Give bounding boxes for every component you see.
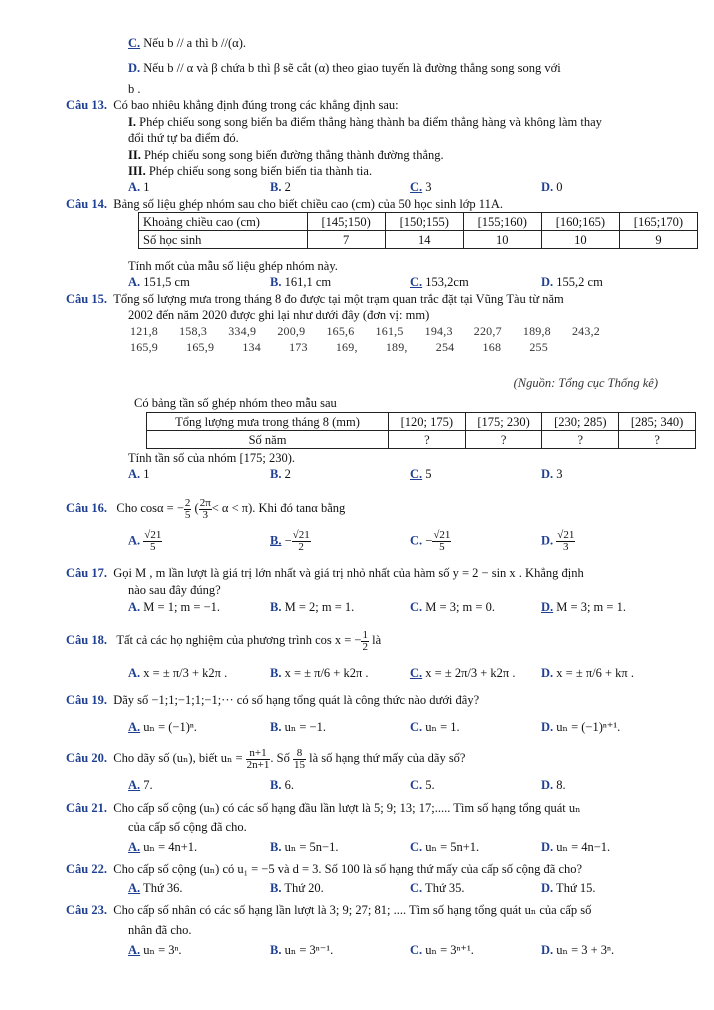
- question-stem-cont: nào sau đây đúng?: [128, 583, 221, 597]
- option-d: D. 8.: [541, 778, 566, 792]
- table-cell: [165;170): [619, 213, 697, 231]
- data-value: 334,9: [228, 324, 257, 338]
- data-row-2: [130, 340, 548, 355]
- option-d: D. $\frac{√21}{3}$: [541, 529, 575, 553]
- question-17: [66, 566, 584, 581]
- fraction: $\frac{2}{5}$: [184, 496, 191, 521]
- table-row: [139, 213, 698, 231]
- option-b: B. x = ± π/6 + k2π .: [270, 666, 369, 680]
- question-stem-cont: của cấp số cộng đã cho.: [128, 820, 247, 834]
- option-a: A. uₙ = 3ⁿ.: [128, 943, 182, 957]
- data-value: 189,8: [522, 324, 551, 338]
- question-stem: Cho dãy số (uₙ), biết uₙ =: [113, 751, 243, 765]
- option-c: C. Thứ 35.: [410, 881, 465, 895]
- table-cell: [150;155): [385, 213, 463, 231]
- table-cell: 9: [619, 231, 697, 249]
- question-stem: Tất cả các họ nghiệm của phương trình cos x = −: [116, 633, 362, 647]
- option-a: A. 1: [128, 180, 150, 194]
- option-b: B. uₙ = 5n−1.: [270, 840, 339, 854]
- table-cell: [145;150): [307, 213, 385, 231]
- option-c: C. 5.: [410, 778, 435, 792]
- question-ask: Tính mốt của mẫu số liệu ghép nhóm này.: [128, 259, 338, 273]
- data-value: 255: [529, 340, 548, 354]
- fraction: $\frac{√21}{5}$: [433, 529, 451, 553]
- option-b: B. uₙ = 3ⁿ⁻¹.: [270, 943, 334, 957]
- question-21: [66, 801, 581, 816]
- option-d: D. x = ± π/6 + kπ .: [541, 666, 634, 680]
- table-cell: 10: [541, 231, 619, 249]
- option-d: D. 3: [541, 467, 563, 481]
- option-b: B. Thứ 20.: [270, 881, 324, 895]
- question-19: [66, 693, 479, 708]
- question-15: [66, 292, 564, 307]
- option-d: D. Thứ 15.: [541, 881, 596, 895]
- option-d: D. M = 3; m = 1.: [541, 600, 626, 614]
- option-b: B. 2: [270, 467, 291, 481]
- question-label: Câu 13.: [66, 98, 107, 112]
- data-value: 220,7: [473, 324, 502, 338]
- question-16: Câu 16. Cho cosα = − $\frac{2}{5}$ ( $\frac{2\pi}{3}$ < α < π). Khi đó tanα bằng: [66, 496, 346, 521]
- question-label: Câu 15.: [66, 292, 107, 306]
- height-table: [138, 212, 698, 249]
- option-c: C. 3: [410, 180, 432, 194]
- statement-1-cont: đổi thứ tự ba điểm đó.: [128, 131, 239, 145]
- option-b: B. 161,1 cm: [270, 275, 332, 289]
- data-row-1: [130, 324, 600, 339]
- table-cell: [230; 285): [542, 413, 619, 431]
- data-value: 254: [435, 340, 455, 354]
- table-cell: [285; 340): [619, 413, 696, 431]
- question-label: Câu 23.: [66, 903, 107, 917]
- option-a: A. 151,5 cm: [128, 275, 190, 289]
- data-value: 168: [482, 340, 502, 354]
- question-stem: Có bao nhiêu khẳng định đúng trong các khẳng định sau:: [113, 98, 399, 112]
- table-cell: Số học sinh: [139, 231, 308, 249]
- option-text: Nếu b // a thì b //(α).: [143, 36, 246, 50]
- question-22: [66, 862, 582, 877]
- option-c: C. uₙ = 1.: [410, 720, 460, 734]
- question-label: Câu 20.: [66, 751, 107, 765]
- data-value: 161,5: [375, 324, 404, 338]
- fraction: $\frac{√21}{2}$: [292, 529, 310, 553]
- data-value: 165,9: [186, 340, 215, 354]
- option-a: A. x = ± π/3 + k2π .: [128, 666, 228, 680]
- source-note: (Nguồn: Tổng cục Thống kê): [513, 376, 658, 390]
- question-stem: Gọi M , m lần lượt là giá trị lớn nhất và giá trị nhỏ nhất của hàm số y = 2 − sin x . Khẳng định: [113, 566, 584, 580]
- question-label: Câu 17.: [66, 566, 107, 580]
- table-row: [147, 413, 696, 431]
- option-d: D. 0: [541, 180, 563, 194]
- fraction: $\frac{2\pi}{3}$: [199, 496, 211, 521]
- question-label: Câu 19.: [66, 693, 107, 707]
- option-d-prev-cont: b .: [128, 82, 141, 96]
- table-cell: Tổng lượng mưa trong tháng 8 (mm): [147, 413, 389, 431]
- option-a: A. 7.: [128, 778, 153, 792]
- table-row: [139, 231, 698, 249]
- data-value: 165,9: [130, 340, 158, 354]
- option-d-prev: [128, 61, 561, 76]
- table-intro: Có bảng tần số ghép nhóm theo mẫu sau: [134, 396, 337, 410]
- data-value: 165,6: [326, 324, 355, 338]
- question-13: [66, 98, 399, 113]
- table-cell: ?: [465, 431, 542, 449]
- option-c: C. x = ± 2π/3 + k2π .: [410, 666, 516, 680]
- option-c: C. 5: [410, 467, 432, 481]
- fraction: $\frac{n+1}{2n+1}$: [246, 746, 270, 771]
- option-c: C. uₙ = 3ⁿ⁺¹.: [410, 943, 474, 957]
- table-cell: 7: [307, 231, 385, 249]
- data-value: 243,2: [571, 324, 600, 338]
- option-a: A. M = 1; m = −1.: [128, 600, 220, 614]
- option-d: D. uₙ = 4n−1.: [541, 840, 611, 854]
- question-18: Câu 18. Tất cả các họ nghiệm của phương trình cos x = − $\frac{1}{2}$ là: [66, 628, 382, 653]
- statement-2: II. Phép chiếu song song biến đường thẳng thành đường thẳng.: [128, 148, 444, 162]
- table-cell: [175; 230): [465, 413, 542, 431]
- table-cell: 14: [385, 231, 463, 249]
- table-cell: [155;160): [463, 213, 541, 231]
- question-stem: Bảng số liệu ghép nhóm sau cho biết chiều cao (cm) của 50 học sinh lớp 11A.: [113, 197, 503, 211]
- question-label: Câu 16.: [66, 501, 107, 515]
- data-value: 169,: [335, 340, 358, 354]
- table-cell: ?: [389, 431, 466, 449]
- option-a: A. Thứ 36.: [128, 881, 183, 895]
- question-ask: Tính tần số của nhóm [175; 230).: [128, 451, 295, 465]
- fraction: $\frac{1}{2}$: [362, 628, 368, 653]
- option-b: B. uₙ = −1.: [270, 720, 326, 734]
- question-label: Câu 21.: [66, 801, 107, 815]
- data-value: 134: [242, 340, 261, 354]
- question-label: Câu 18.: [66, 633, 107, 647]
- option-b: B. 2: [270, 180, 291, 194]
- fraction: $\frac{8}{15}$: [293, 746, 305, 771]
- statement-1: I. Phép chiếu song song biến ba điểm thẳng hàng thành ba điểm thẳng hàng và không làm thay: [128, 115, 602, 129]
- option-a: A. 1: [128, 467, 150, 481]
- data-value: 194,3: [424, 324, 453, 338]
- option-a: A. uₙ = 4n+1.: [128, 840, 198, 854]
- data-value: 121,8: [130, 324, 158, 338]
- option-a: A. uₙ = (−1)ⁿ.: [128, 720, 197, 734]
- option-letter: C.: [128, 36, 141, 50]
- question-stem-cont: nhân đã cho.: [128, 923, 192, 937]
- question-stem: Cho cosα = −: [116, 501, 184, 515]
- question-20: Câu 20. Cho dãy số (uₙ), biết uₙ = $\frac{n+1}{2n+1}$ . Số $\frac{8}{15}$ là số hạng thứ mấy của dãy số?: [66, 746, 466, 771]
- option-d: D. uₙ = 3 + 3ⁿ.: [541, 943, 615, 957]
- table-row: [147, 431, 696, 449]
- table-cell: [160;165): [541, 213, 619, 231]
- question-14: [66, 197, 503, 212]
- data-value: 189,: [385, 340, 408, 354]
- option-text: Nếu b // α và β chứa b thì β sẽ cắt (α) theo giao tuyến là đường thẳng song song với: [143, 61, 561, 75]
- data-value: 158,3: [179, 324, 208, 338]
- data-value: 200,9: [277, 324, 306, 338]
- option-c: C. M = 3; m = 0.: [410, 600, 495, 614]
- question-stem: Cho cấp số nhân có các số hạng lần lượt là 3; 9; 27; 81; .... Tìm số hạng tổng quát uₙ của cấp số: [113, 903, 592, 917]
- question-label: Câu 14.: [66, 197, 107, 211]
- table-cell: 10: [463, 231, 541, 249]
- option-d: D. uₙ = (−1)ⁿ⁺¹.: [541, 720, 621, 734]
- option-c: C. 153,2cm: [410, 275, 469, 289]
- table-cell: [120; 175): [389, 413, 466, 431]
- data-value: 173: [289, 340, 308, 354]
- table-cell: Khoảng chiều cao (cm): [139, 213, 308, 231]
- statement-3: III. Phép chiếu song song biến biến tia thành tia.: [128, 164, 373, 178]
- question-stem-cont: 2002 đến năm 2020 được ghi lại như dưới đây (đơn vị: mm): [128, 308, 430, 322]
- option-letter: D.: [128, 61, 141, 75]
- question-stem: Cho cấp số cộng (uₙ) có các số hạng đầu lần lượt là 5; 9; 13; 17;..... Tìm số hạng tổng quát uₙ: [113, 801, 581, 815]
- question-stem: Cho cấp số cộng (uₙ) có u₁ = −5 và d = 3. Số 100 là số hạng thứ mấy của cấp số cộng đã cho?: [113, 862, 583, 876]
- option-c: C. uₙ = 5n+1.: [410, 840, 480, 854]
- option-c-prev: [128, 36, 246, 51]
- fraction: $\frac{√21}{3}$: [557, 529, 575, 553]
- option-d: D. 155,2 cm: [541, 275, 603, 289]
- question-23: [66, 903, 591, 918]
- fraction: $\frac{√21}{5}$: [144, 529, 162, 553]
- table-cell: Số năm: [147, 431, 389, 449]
- option-a: A. $\frac{√21}{5}$: [128, 529, 162, 553]
- option-b: B. − $\frac{√21}{2}$: [270, 529, 310, 553]
- table-cell: ?: [542, 431, 619, 449]
- rain-table: [146, 412, 696, 449]
- option-b: B. 6.: [270, 778, 294, 792]
- question-stem: Tổng số lượng mưa trong tháng 8 đo được tại một trạm quan trắc đặt tại Vũng Tàu từ năm: [113, 292, 564, 306]
- option-b: B. M = 2; m = 1.: [270, 600, 355, 614]
- question-stem: Dãy số −1;1;−1;1;−1;··· có số hạng tổng quát là công thức nào dưới đây?: [113, 693, 480, 707]
- question-label: Câu 22.: [66, 862, 107, 876]
- option-c: C. − $\frac{√21}{5}$: [410, 529, 451, 553]
- table-cell: ?: [619, 431, 696, 449]
